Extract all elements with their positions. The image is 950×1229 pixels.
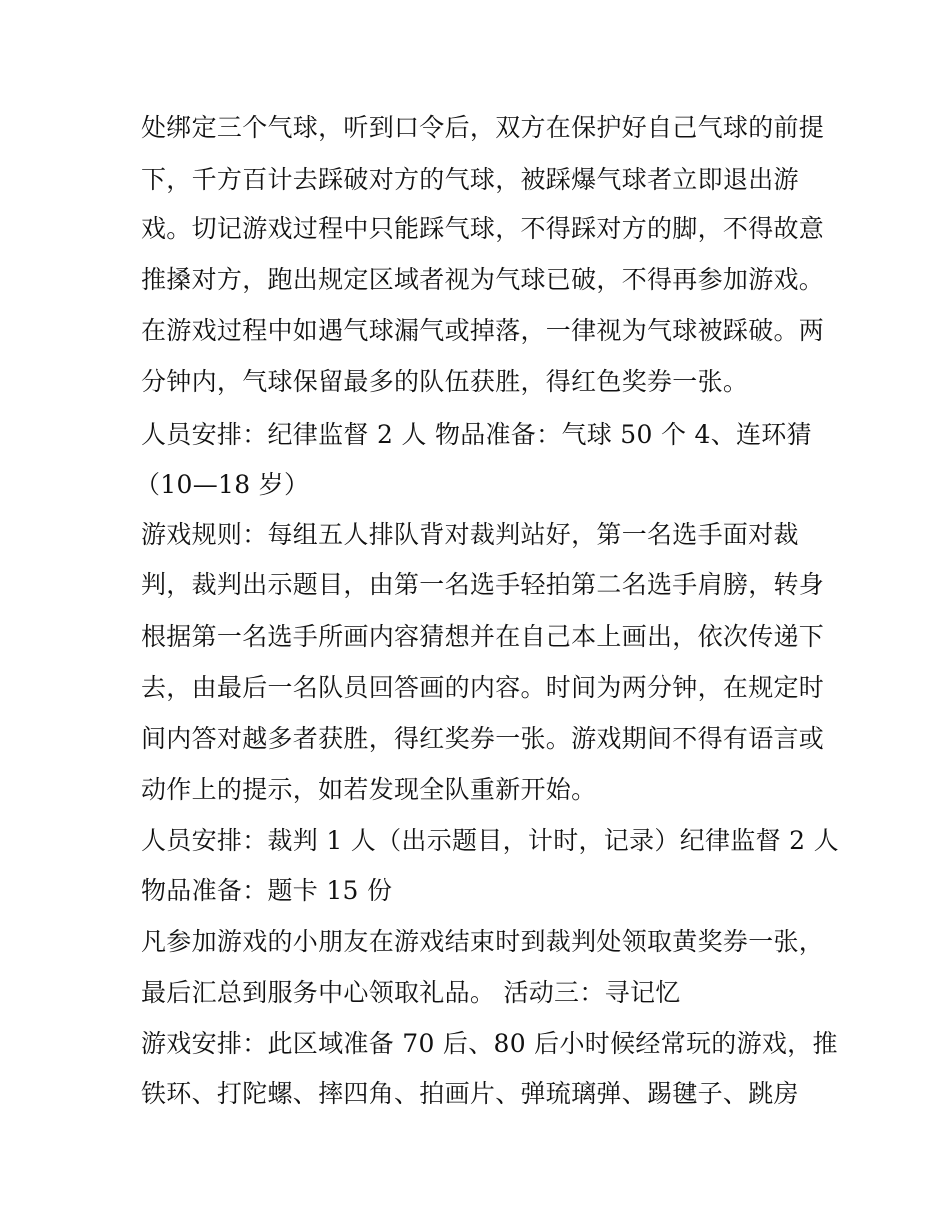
text-line: 间内答对越多者获胜，得红奖券一张。游戏期间不得有语言或 xyxy=(141,724,825,753)
text-line: 游戏规则：每组五人排队背对裁判站好，第一名选手面对裁 xyxy=(141,520,799,549)
text-line: 动作上的提示，如若发现全队重新开始。 xyxy=(141,775,597,804)
text-line: 物品准备：题卡 15 份 xyxy=(141,876,393,905)
text-line: 人员安排：裁判 1 人（出示题目，计时，记录）纪律监督 2 人 xyxy=(141,826,839,855)
text-line: 根据第一名选手所画内容猜想并在自己本上画出，依次传递下 xyxy=(141,622,825,651)
text-line: 戏。切记游戏过程中只能踩气球，不得踩对方的脚，不得故意 xyxy=(141,214,825,243)
text-line: 处绑定三个气球，听到口令后，双方在保护好自己气球的前提 xyxy=(141,113,825,142)
text-line: （10—18 岁） xyxy=(135,470,310,499)
text-line: 人员安排：纪律监督 2 人 物品准备：气球 50 个 4、连环猜 xyxy=(141,420,812,449)
text-line: 判，裁判出示题目，由第一名选手轻拍第二名选手肩膀，转身 xyxy=(141,570,825,599)
text-line: 分钟内，气球保留最多的队伍获胜，得红色奖券一张。 xyxy=(141,367,749,396)
text-line: 最后汇总到服务中心领取礼品。 活动三：寻记忆 xyxy=(141,978,681,1007)
text-line: 下，千方百计去踩破对方的气球，被踩爆气球者立即退出游 xyxy=(141,165,799,194)
text-line: 凡参加游戏的小朋友在游戏结束时到裁判处领取黄奖券一张， xyxy=(141,927,825,956)
text-line: 铁环、打陀螺、摔四角、拍画片、弹琉璃弹、踢毽子、跳房 xyxy=(141,1079,799,1108)
text-line: 去，由最后一名队员回答画的内容。时间为两分钟，在规定时 xyxy=(141,673,825,702)
text-line: 游戏安排：此区域准备 70 后、80 后小时候经常玩的游戏，推 xyxy=(141,1029,838,1058)
text-line: 在游戏过程中如遇气球漏气或掉落，一律视为气球被踩破。两 xyxy=(141,316,825,345)
text-line: 推搡对方，跑出规定区域者视为气球已破，不得再参加游戏。 xyxy=(141,265,825,294)
